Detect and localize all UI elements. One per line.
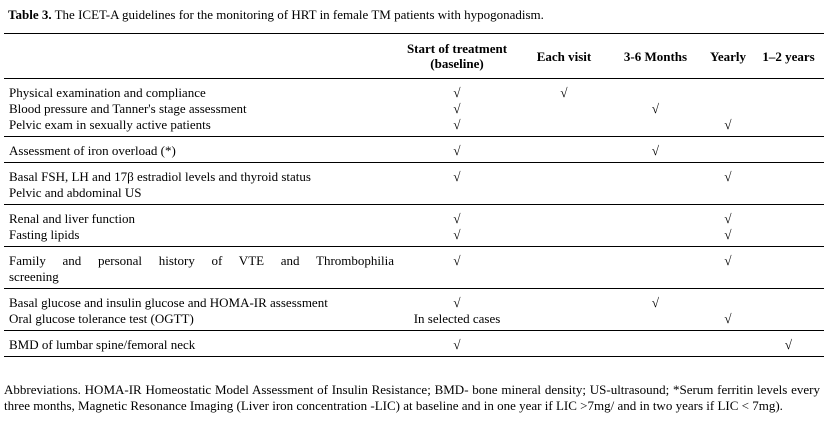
cell-baseline (394, 269, 520, 289)
cell-each-visit: √ (560, 85, 568, 100)
cell-each-visit (520, 227, 608, 247)
cell-yearly (703, 137, 753, 163)
cell-yearly: √ (724, 227, 732, 242)
header-each-visit: Each visit (536, 48, 592, 64)
cell-yearly: √ (724, 169, 732, 184)
table-group (4, 163, 824, 205)
cell-3-6-months: √ (651, 101, 660, 116)
row-label: Renal and liver function (9, 211, 135, 226)
header-3-6-months: 3-6 Months (623, 48, 688, 64)
cell-yearly (703, 79, 753, 102)
row-label: Family and personal history of VTE and Thrombophilia (9, 253, 394, 268)
monitoring-table (4, 33, 824, 357)
cell-3-6-months (608, 185, 703, 205)
table-row (4, 247, 824, 270)
cell-3-6-months (608, 163, 703, 186)
cell-1-2-years (753, 117, 824, 137)
cell-each-visit (520, 269, 608, 289)
table-row (4, 137, 824, 163)
row-label: Basal glucose and insulin glucose and HOMA-IR assessment (9, 295, 328, 310)
table-group (4, 289, 824, 331)
cell-yearly (703, 331, 753, 357)
cell-baseline: √ (453, 227, 461, 242)
cell-baseline: √ (453, 101, 461, 116)
table-row (4, 331, 824, 357)
row-label: Basal FSH, LH and 17β estradiol levels and thyroid status (9, 169, 311, 184)
table-group (4, 79, 824, 137)
cell-1-2-years (753, 311, 824, 331)
row-label: screening (9, 269, 59, 284)
cell-3-6-months (608, 227, 703, 247)
row-label: Pelvic and abdominal US (9, 185, 142, 200)
table-caption-text: The ICET-A guidelines for the monitoring of HRT in female TM patients with hypogonadism. (51, 7, 544, 22)
cell-yearly: √ (724, 311, 732, 326)
cell-baseline: In selected cases (413, 311, 501, 326)
cell-baseline: √ (453, 253, 461, 268)
cell-each-visit (520, 331, 608, 357)
cell-1-2-years: √ (784, 337, 793, 352)
cell-3-6-months: √ (651, 295, 660, 310)
cell-baseline: √ (453, 117, 461, 132)
cell-baseline: √ (453, 85, 461, 100)
table-caption (8, 7, 544, 23)
cell-each-visit (520, 163, 608, 186)
cell-each-visit (520, 289, 608, 312)
cell-baseline: √ (453, 337, 461, 352)
cell-each-visit (520, 185, 608, 205)
cell-each-visit (520, 247, 608, 270)
cell-1-2-years (753, 185, 824, 205)
cell-1-2-years (753, 79, 824, 102)
table-row (4, 227, 824, 247)
cell-1-2-years (753, 269, 824, 289)
table-row (4, 163, 824, 186)
cell-each-visit (520, 101, 608, 117)
table-row (4, 101, 824, 117)
row-label: Pelvic exam in sexually active patients (9, 117, 211, 132)
cell-yearly (703, 185, 753, 205)
table-header-row (4, 34, 824, 79)
table-row (4, 79, 824, 102)
cell-3-6-months: √ (651, 143, 660, 158)
cell-baseline: √ (453, 295, 461, 310)
cell-each-visit (520, 311, 608, 331)
row-label: Fasting lipids (9, 227, 80, 242)
cell-3-6-months (608, 269, 703, 289)
cell-1-2-years (753, 227, 824, 247)
table-row (4, 117, 824, 137)
header-1-2-years: 1–2 years (762, 48, 815, 64)
cell-baseline: √ (453, 169, 461, 184)
row-label: Oral glucose tolerance test (OGTT) (9, 311, 194, 326)
cell-baseline (394, 185, 520, 205)
cell-3-6-months (608, 117, 703, 137)
header-yearly: Yearly (709, 48, 747, 64)
cell-baseline: √ (453, 211, 461, 226)
cell-yearly: √ (724, 117, 732, 132)
row-label: Blood pressure and Tanner's stage assessment (9, 101, 247, 116)
header-baseline-line2: (baseline) (430, 56, 484, 71)
table-footnote: Abbreviations. HOMA-IR Homeostatic Model Assessment of Insulin Resistance; BMD- bone mineral density; US-ultrasound; *Serum ferritin levels every three months, Magnetic Resonance Imaging (Liver iron concentration -LIC) at baseline and in one year if LIC >7mg/ and in two years if LIC < 7mg). (4, 382, 820, 413)
header-test (4, 34, 394, 79)
cell-3-6-months (608, 331, 703, 357)
header-baseline (394, 34, 520, 79)
table-group (4, 247, 824, 289)
table-row (4, 185, 824, 205)
cell-yearly (703, 289, 753, 312)
cell-3-6-months (608, 205, 703, 228)
table-row (4, 289, 824, 312)
cell-yearly: √ (724, 253, 732, 268)
cell-1-2-years (753, 247, 824, 270)
table-group (4, 137, 824, 163)
cell-1-2-years (753, 137, 824, 163)
row-label: Assessment of iron overload (*) (9, 143, 176, 158)
cell-1-2-years (753, 205, 824, 228)
table-group (4, 331, 824, 357)
table-row (4, 205, 824, 228)
table-row (4, 269, 824, 289)
row-label: Physical examination and compliance (9, 85, 206, 100)
cell-yearly: √ (724, 211, 732, 226)
cell-1-2-years (753, 289, 824, 312)
cell-1-2-years (753, 163, 824, 186)
header-baseline-line1: Start of treatment (406, 41, 508, 56)
cell-3-6-months (608, 79, 703, 102)
table-caption-label: Table 3. (8, 7, 52, 22)
cell-each-visit (520, 205, 608, 228)
table-group (4, 205, 824, 247)
cell-3-6-months (608, 247, 703, 270)
cell-yearly (703, 101, 753, 117)
cell-each-visit (520, 137, 608, 163)
cell-3-6-months (608, 311, 703, 331)
cell-1-2-years (753, 101, 824, 117)
row-label: BMD of lumbar spine/femoral neck (9, 337, 196, 352)
table-row (4, 311, 824, 331)
cell-each-visit (520, 117, 608, 137)
cell-baseline: √ (453, 143, 461, 158)
cell-yearly (703, 269, 753, 289)
